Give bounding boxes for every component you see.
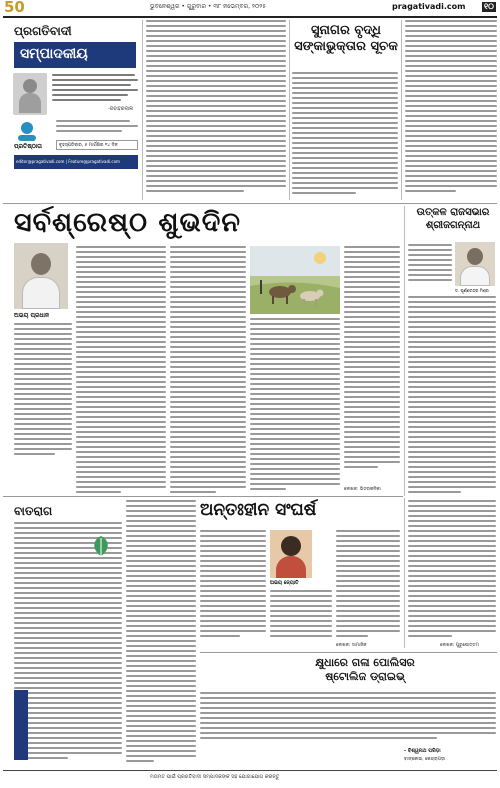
side-article-text	[408, 296, 496, 496]
middle-column-1	[200, 530, 266, 640]
logo: ପ୍ରଗତିବାଦୀ	[14, 24, 72, 38]
gandhi-image	[13, 73, 47, 115]
byline-mid: ଲେଖକ: ଭିତରକନିକା	[344, 487, 381, 492]
column-vertical-label: ବାଲ୍ୟମାରଣ	[14, 690, 28, 760]
date-box: ବୃହସ୍ପତିବାର, ୫ ମାର୍ଗଶିର ୧୪ ଦିନ	[56, 140, 138, 150]
founder-details	[56, 120, 138, 138]
anniversary-badge: 50	[4, 0, 25, 16]
footer-note: ମତାମତ ପାଇଁ ପ୍ରଗତିବାଦୀ ସମ୍ପାଦକଙ୍କ ସହ ଯୋଗାଯୋଗ କରନ୍ତୁ	[150, 774, 280, 780]
bottom-signature-place: ବାଙ୍କୋଇ, କେନ୍ଦ୍ରାପଡ଼ା	[404, 757, 446, 762]
masthead-divider	[3, 16, 497, 18]
editorial-title: ସମ୍ପାଦକୀୟ	[14, 42, 136, 68]
top-middle-column-text	[292, 72, 398, 198]
founder-label: ପ୍ରତିଷ୍ଠାତା	[14, 143, 42, 150]
section-divider-2	[3, 496, 403, 497]
main-column-3	[250, 318, 340, 496]
column-divider-3	[401, 20, 402, 200]
author-bio-1	[14, 323, 72, 463]
middle-headline: ଅନ୍ତଃହୀନ ସଂଘର୍ଷ	[200, 500, 317, 520]
author-photo-1	[14, 243, 68, 309]
farm-illustration	[250, 246, 340, 314]
quote-author: -ଜବାହରଲାଲ	[108, 106, 134, 112]
column-divider-1	[142, 20, 143, 200]
byline-right: ଲେଖକ: ପୁରୁଷୋତ୍ତମ	[440, 643, 479, 648]
column-divider-2	[289, 20, 290, 200]
founder-icon	[14, 120, 40, 142]
author-photo-2	[455, 242, 495, 286]
side-author: ଡ. ପୂର୍ଣ୍ଣଚନ୍ଦ୍ର ମିଶ୍ର	[455, 288, 489, 293]
website-url[interactable]: pragativadi.com	[392, 2, 466, 11]
page-number: ୧୦	[484, 2, 494, 11]
main-column-2	[170, 246, 246, 496]
section-divider-3	[200, 652, 497, 653]
middle-column-3	[336, 530, 400, 640]
main-headline: ସର୍ବଶ୍ରେଷ୍ଠ ଶୁଭଦିନ	[14, 207, 241, 238]
right-lower-text	[408, 500, 496, 640]
middle-column-2	[270, 590, 332, 640]
column-text-2	[126, 500, 196, 768]
author-name-2: ଅଭୟ ଜ୍ୟୋତି	[270, 580, 299, 586]
section-divider-1	[3, 203, 497, 204]
top-headline: ସୁନାଗର ବୃଦ୍ଧି ସଙ୍କାଭୁକ୍ତାର ସୂଚକ	[294, 23, 398, 54]
date-line: ଭୁବନେଶ୍ୱର • ଗୁରୁବାର • ୩୮ ନଭେମ୍ବର, ୨୦୨୫	[150, 3, 266, 10]
column-divider-4	[404, 206, 405, 496]
top-left-column-text	[146, 20, 286, 198]
bottom-headline: କ୍ଷୁଧାରେ ଗଳା ପୋଲିସର ଷ୍ଟୋଲିଜ ଡ୍ରାଇଭ୍	[315, 656, 415, 683]
byline-bottom: ଲେଖକ: ସାମାଜିକ	[336, 643, 367, 648]
main-column-1	[76, 246, 166, 496]
bottom-signature: - ବିଶ୍ୱନାଥ ପରିଡ଼ା	[404, 748, 441, 754]
bottom-article-text	[200, 692, 496, 744]
footer-contact: editor@pragativadi.com | Feature@pragativadi.com	[14, 155, 138, 169]
quote-text	[52, 74, 138, 106]
footer-divider	[3, 770, 497, 771]
leaf-logo-icon	[88, 534, 114, 558]
main-column-4	[344, 246, 400, 480]
column-title: ବାତରାଗ	[14, 504, 53, 518]
column-text-1	[14, 522, 122, 768]
side-headline: ଉତ୍କଳ ରାଜସଭାର ଶ୍ରୀଜଗନ୍ନାଥ	[416, 207, 490, 231]
column-divider-5	[404, 498, 405, 648]
top-right-column-text	[405, 20, 497, 198]
author-photo-3	[270, 530, 312, 578]
side-intro-text	[408, 244, 452, 286]
author-name-1: ଅଭୟ ପ୍ରଧାନ	[14, 312, 50, 319]
masthead	[0, 0, 500, 14]
